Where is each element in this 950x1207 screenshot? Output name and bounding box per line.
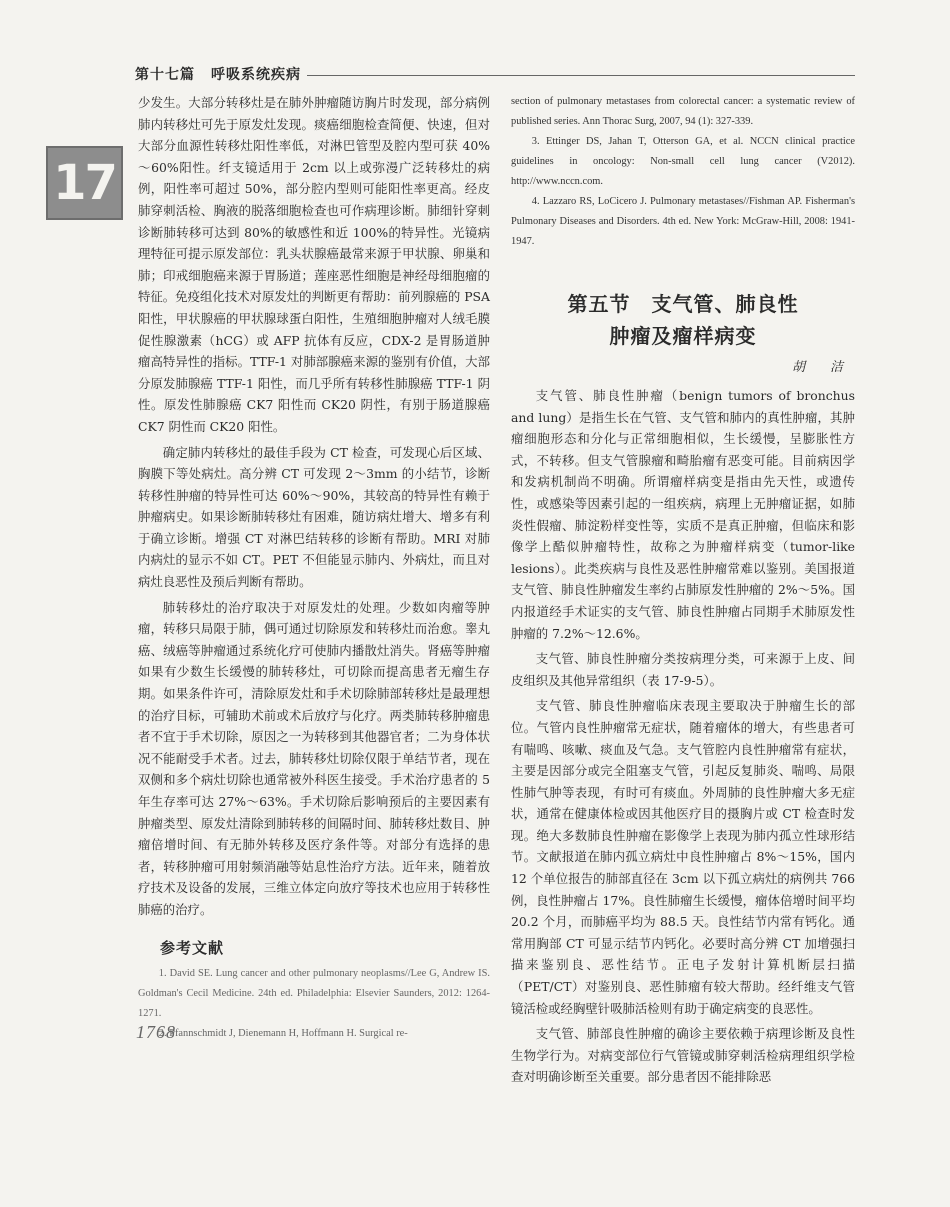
- chapter-number: 17: [53, 155, 116, 211]
- header-rule: [307, 75, 855, 76]
- paragraph: 支气管、肺良性肿瘤分类按病理分类，可来源于上皮、间皮组织及其他异常组织（表 17-9-5）。: [511, 651, 855, 688]
- reference-item: 4. Lazzaro RS, LoCicero J. Pulmonary metastases//Fishman AP. Fisherman's Pulmonary Diseases and Disorders. 4th ed. New York: McGraw-Hill, 2008: 1941-1947.: [511, 196, 855, 247]
- reference-item: section of pulmonary metastases from colorectal cancer: a systematic review of published series. Ann Thorac Surg, 2007, 94 (1): 327-339.: [511, 96, 855, 127]
- chapter-tab: [46, 146, 123, 220]
- references-heading: 参考文献: [160, 938, 225, 957]
- running-header: [135, 62, 855, 86]
- reference-list: [138, 964, 490, 1044]
- section-title: [511, 288, 855, 352]
- paragraph: 确定肺内转移灶的最佳手段为 CT 检查，可发现心后区域、胸膜下等处病灶。高分辨 CT 可发现 2～3mm 的小结节，诊断转移性肿瘤的特异性可达 60%～90%，其较高的特异性有赖于肿瘤病史。如果诊断肺转移灶有困难，随访病灶增大、增多有利于确立诊断。增强 CT 对淋巴结转移的诊断有帮助。MRI 对肺内病灶的显示不如 CT。PET 不但能显示肺内、外病灶，而且对病灶良恶性及预后判断有帮助。: [138, 444, 490, 590]
- right-column: [511, 92, 855, 1088]
- reference-list-continued: [511, 92, 855, 252]
- paragraph: 支气管、肺部良性肿瘤的确诊主要依赖于病理诊断及良性生物学行为。对病变部位行气管镜或肺穿刺活检病理组织学检查对明确诊断至关重要。部分患者因不能排除恶: [511, 1026, 855, 1085]
- author-name: 胡 洁: [791, 360, 849, 375]
- running-header-text: [135, 64, 301, 84]
- paragraph: 少发生。大部分转移灶是在肺外肿瘤随访胸片时发现，部分病例肺内转移灶可先于原发灶发现。痰癌细胞检查简便、快速，但对大部分血源性转移灶阳性率低，对淋巴管型及腔内型可获 40%～60%阳性。纤支镜适用于 2cm 以上或弥漫广泛转移灶的病例，阳性率可超过 50%，部分腔内型则可能阳性率更高。经皮肺穿刺活检、胸液的脱落细胞检查也可作病理诊断。肺细针穿刺诊断肺转移可达到 80%的敏感性和近 100%的特异性。光镜病理特征可提示原发部位：乳头状腺癌最常来源于甲状腺、卵巢和肺；印戒细胞癌来源于胃肠道；莲座恶性细胞是神经母细胞瘤的特征。免疫组化技术对原发灶的判断更有帮助：前列腺癌的 PSA 阳性，甲状腺癌的甲状腺球蛋白阳性，生殖细胞肿瘤对人绒毛膜促性腺激素（hCG）或 AFP 抗体有反应，CDX-2 是胃肠道肿瘤高特异性的指标。TTF-1 对肺部腺癌来源的鉴别有价值，大部分原发肺腺癌 TTF-1 阳性，而几乎所有转移性肺腺癌 TTF-1 阴性。原发性肺腺癌 CK7 阳性而 CK20 阴性，有别于肠道腺癌 CK7 阴性而 CK20 阳性。: [138, 95, 490, 434]
- paragraph: 肺转移灶的治疗取决于对原发灶的处理。少数如肉瘤等肿瘤，转移只局限于肺，偶可通过切除原发和转移灶而治愈。睾丸癌、绒癌等肿瘤通过系统化疗可使肺内播散灶消失。肾癌等肿瘤如果有少数生长缓慢的肺转移灶，可切除而提高患者无瘤生存期。如果条件许可，清除原发灶和手术切除肺部转移灶是最理想的治疗目标，可辅助术前或术后放疗与化疗。两类肺转移肿瘤患者不宜于手术切除，原因之一为转移到其他器官者；二为身体状况不能耐受手术者。过去，肺转移灶切除仅限于单结节者，现在双侧和多个病灶切除也通常被外科医生接受。手术治疗患者的 5 年生存率可达 27%～63%。手术切除后影响预后的主要因素有肿瘤类型、原发灶清除到肺转移的间隔时间、肺转移灶数目、肿瘤倍增时间、有无肺外转移及医疗条件等。对部分有选择的患者，转移肿瘤可用射频消融等姑息性治疗方法。近年来，随着放疗技术及设备的发展，三维立体定向放疗等技术也应用于转移性肺癌的治疗。: [138, 599, 490, 917]
- part-title: 呼吸系统疾病: [211, 67, 301, 83]
- paragraph: 支气管、肺良性肿瘤（benign tumors of bronchus and lung）是指生长在气管、支气管和肺内的真性肿瘤，其肿瘤细胞形态和分化与正常细胞相似，生长缓慢，呈膨胀性方式，不转移。但支气管腺瘤和畸胎瘤有恶变可能。目前病因学和发病机制尚不明确。所谓瘤样病变是指由先天性，或遗传性，或感染等因素引起的一组疾病，病理上无肿瘤证据，如肺炎性假瘤、肺淀粉样变性等，实质不是真正肿瘤，但临床和影像学上酷似肿瘤特性，故称之为肿瘤样病变（tumor-like lesions）。此类疾病与良性及恶性肿瘤常难以鉴别。美国报道支气管、肺良性肿瘤发生率约占肺原发性肿瘤的 2%～5%。国内报道经手术证实的支气管、肺良性肿瘤占同期手术肺原发性肿瘤的 7.2%～12.6%。: [511, 388, 855, 641]
- paragraph: 支气管、肺良性肿瘤临床表现主要取决于肿瘤生长的部位。气管内良性肿瘤常无症状，随着瘤体的增大，有些患者可有喘鸣、咳嗽、痰血及气急。支气管腔内良性肿瘤常有症状，主要是因部分或完全阻塞支气管，引起反复肺炎、喘鸣、局限性肺气肿等表现，有时可有痰血。外周肺的良性肿瘤大多无症状，通常在健康体检或因其他医疗目的摄胸片或 CT 检查时发现。绝大多数肺良性肿瘤在影像学上表现为肺内孤立性球形结节。文献报道在肺内孤立病灶中良性肿瘤占 8%～15%，国内 12 个单位报告的肺部直径在 3cm 以下孤立病灶的病例共 766 例，良性肿瘤占 17%。良性肺瘤生长缓慢，瘤体倍增时间平均 20.2 个月，而肺癌平均为 88.5 天。良性结节内常有钙化。通常用胸部 CT 可显示结节内钙化。必要时高分辨 CT 加增强扫描来鉴别良、恶性结节。正电子发射计算机断层扫描（PET/CT）对鉴别良、恶性肺瘤有较大帮助。经纤维支气管镜活检或经胸壁针吸肺活检则有助于确定病变的良恶性。: [511, 698, 855, 1016]
- section-title-line: 肿瘤及瘤样病变: [609, 324, 757, 348]
- reference-item: 1. David SE. Lung cancer and other pulmonary neoplasms//Lee G, Andrew IS. Goldman's Cecil Medicine. 24th ed. Philadelphia: Elsevier Saunders, 2012: 1264-1271.: [138, 967, 490, 1019]
- reference-item: 2. Pfannschmidt J, Dienemann H, Hoffmann H. Surgical re-: [158, 1027, 408, 1039]
- reference-item: 3. Ettinger DS, Jahan T, Otterson GA, et al. NCCN clinical practice guidelines in oncology: Non-small cell lung cancer (V2012). http://www.nccn.com.: [511, 136, 855, 187]
- section-title-line: 第五节 支气管、肺良性: [567, 292, 799, 316]
- left-column: [138, 92, 490, 1044]
- part-label: 第十七篇: [135, 67, 195, 83]
- page-number: 1768: [136, 1022, 176, 1042]
